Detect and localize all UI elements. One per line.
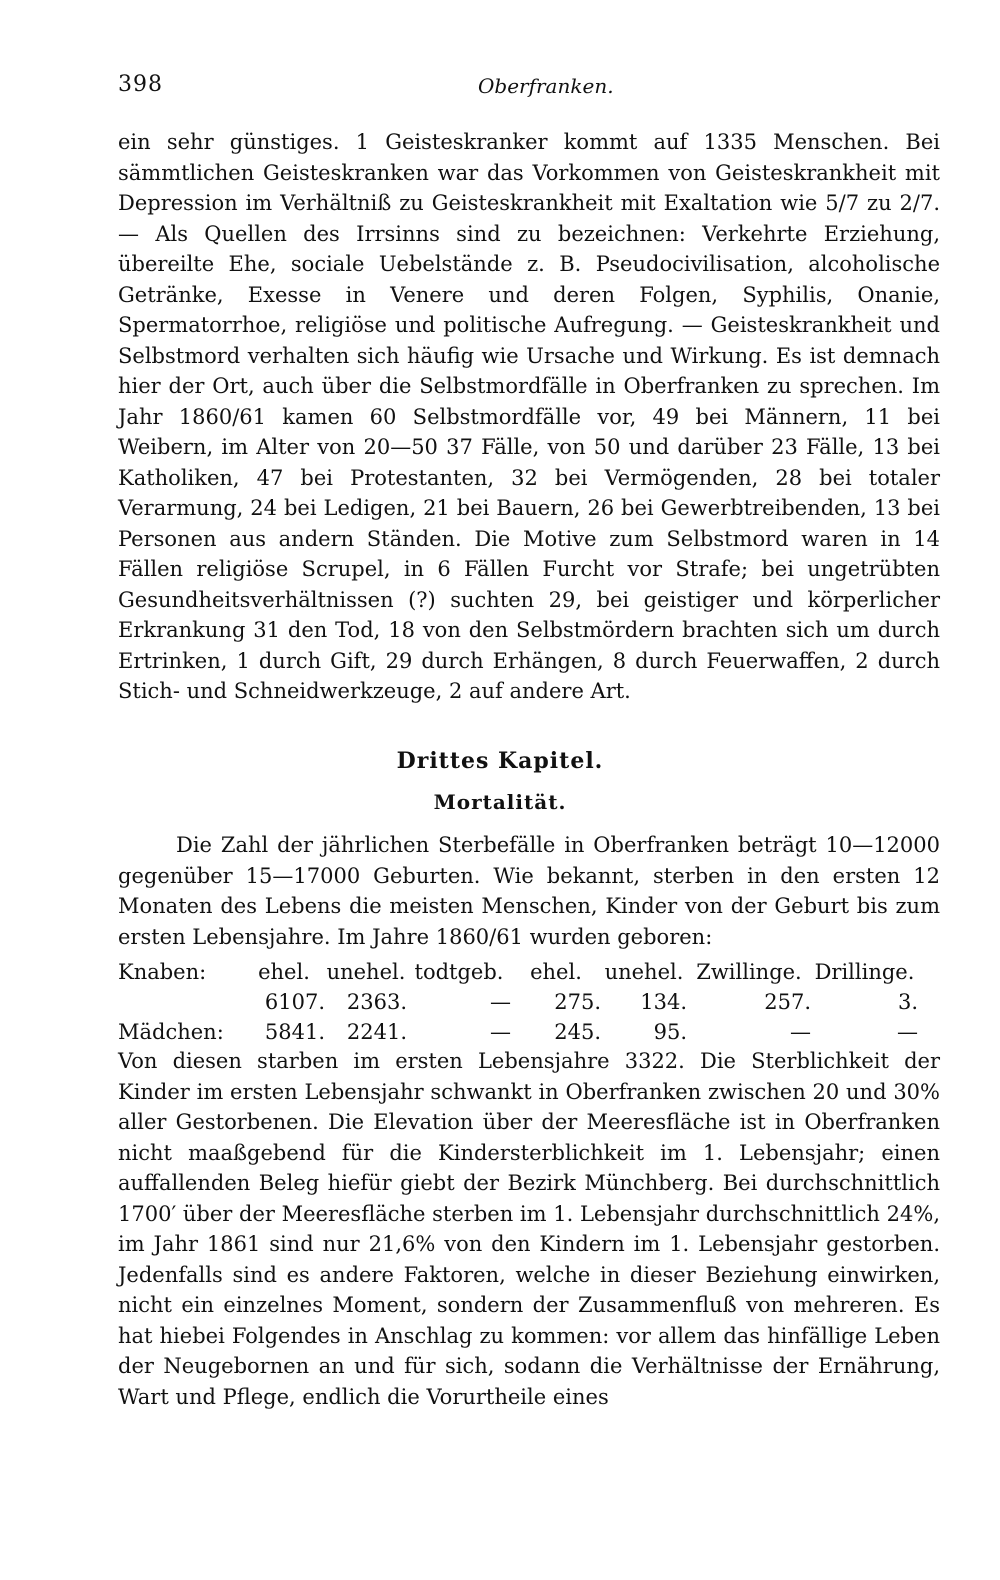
table-row-girls xyxy=(118,1017,918,1047)
table-header-cell: Drillinge. xyxy=(814,960,915,984)
table-row-boys xyxy=(118,987,918,1017)
page-number: 398 xyxy=(118,72,163,97)
table-cell: — xyxy=(790,1020,811,1044)
running-head: Oberfranken. xyxy=(478,74,614,98)
table-cell: Mädchen: xyxy=(118,1020,224,1044)
table-header-cell: todtgeb. xyxy=(414,960,504,984)
table-cell: — xyxy=(897,1020,918,1044)
table-header-cell: unehel. xyxy=(326,960,406,984)
table-header-cell: unehel. xyxy=(604,960,684,984)
table-cell: 257. xyxy=(764,990,811,1014)
table-cell: — xyxy=(490,1020,511,1044)
table-cell: 2241. xyxy=(346,1020,407,1044)
table-header-cell: Zwillinge. xyxy=(696,960,802,984)
table-cell: 6107. xyxy=(264,990,325,1014)
table-cell: 275. xyxy=(554,990,601,1014)
table-header-cell: ehel. xyxy=(530,960,582,984)
table-cell: 134. xyxy=(640,990,687,1014)
paragraph-suicide-statistics: ein sehr günstiges. 1 Geisteskranker kommt auf 1335 Menschen. Bei sämmtlichen Geisteskranken war das Vorkommen von Geisteskrankheit mit Depression im Verhältniß zu Geisteskrankheit mit Exaltation wie 5/7 zu 2/7. — Als Quellen des Irrsinns sind zu bezeichnen: Verkehrte Erziehung, übereilte Ehe, sociale Uebelstände z. B. Pseudocivilisation, alcoholische Getränke, Exesse in Venere und deren Folgen, Syphilis, Onanie, Spermatorrhoe, religiöse und politische Aufregung. — Geisteskrankheit und Selbstmord verhalten sich häufig wie Ursache und Wirkung. Es ist demnach hier der Ort, auch über die Selbstmordfälle in Oberfranken zu sprechen. Im Jahr 1860/61 kamen 60 Selbstmordfälle vor, 49 bei Männern, 11 bei Weibern, im Alter von 20—50 37 Fälle, von 50 und darüber 23 Fälle, 13 bei Katholiken, 47 bei Protestanten, 32 bei Vermögenden, 28 bei totaler Verarmung, 24 bei Ledigen, 21 bei Bauern, 26 bei Gewerbtreibenden, 13 bei Personen aus andern Ständen. Die Motive zum Selbstmord waren in 14 Fällen religiöse Scrupel, in 6 Fällen Furcht vor Strafe; bei ungetrübten Gesundheitsverhältnissen (?) suchten 29, bei geistiger und körperlicher Erkrankung 31 den Tod, 18 von den Selbstmördern brachten sich um durch Ertrinken, 1 durch Gift, 29 durch Erhängen, 8 durch Feuerwaffen, 2 durch Stich- und Schneidwerkzeuge, 2 auf andere Art. xyxy=(118,130,940,703)
table-cell: 5841. xyxy=(264,1020,325,1044)
table-cell xyxy=(118,987,243,1017)
table-header-cell: Knaben: xyxy=(118,960,207,984)
paragraph-infant-mortality: Von diesen starben im ersten Lebensjahre 3322. Die Sterblichkeit der Kinder im ersten Lebensjahr schwankt in Oberfranken zwischen 20 und 30% aller Gestorbenen. Die Elevation über der Meeresfläche ist in Oberfranken nicht maaßgebend für die Kindersterblichkeit im 1. Lebensjahr; einen auffallenden Beleg hiefür giebt der Bezirk Münchberg. Bei durchschnittlich 1700′ über der Meeresfläche sterben im 1. Lebensjahr durchschnittlich 24%, im Jahr 1861 sind nur 21,6% von den Kindern im 1. Lebensjahr gestorben. Jedenfalls sind es andere Faktoren, welche in dieser Beziehung einwirken, nicht ein einzelnes Moment, sondern der Zusammenfluß von mehreren. Es hat hiebei Folgendes in Anschlag zu kommen: vor allem das hinfällige Leben der Neugebornen an und für sich, sodann die Verhältnisse der Ernährung, Wart und Pflege, endlich die Vorurtheile eines xyxy=(118,1049,940,1409)
table-cell: 3. xyxy=(897,990,918,1014)
table-cell: 245. xyxy=(554,1020,601,1044)
table-cell: 95. xyxy=(653,1020,687,1044)
births-table xyxy=(118,957,918,1047)
section-title: Mortalität. xyxy=(433,790,567,814)
table-header-cell: ehel. xyxy=(258,960,310,984)
table-cell: 2363. xyxy=(346,990,407,1014)
paragraph-mortality-intro: Die Zahl der jährlichen Sterbefälle in Oberfranken beträgt 10—12000 gegenüber 15—17000 Geburten. Wie bekannt, sterben in den ersten 12 Monaten des Lebens die meisten Menschen, Kinder von der Geburt bis zum ersten Lebensjahre. Im Jahre 1860/61 wurden geboren: xyxy=(118,833,940,949)
table-cell: — xyxy=(490,990,511,1014)
chapter-title: Drittes Kapitel. xyxy=(396,748,604,774)
births-table-header xyxy=(118,957,918,987)
page-header xyxy=(118,72,938,112)
